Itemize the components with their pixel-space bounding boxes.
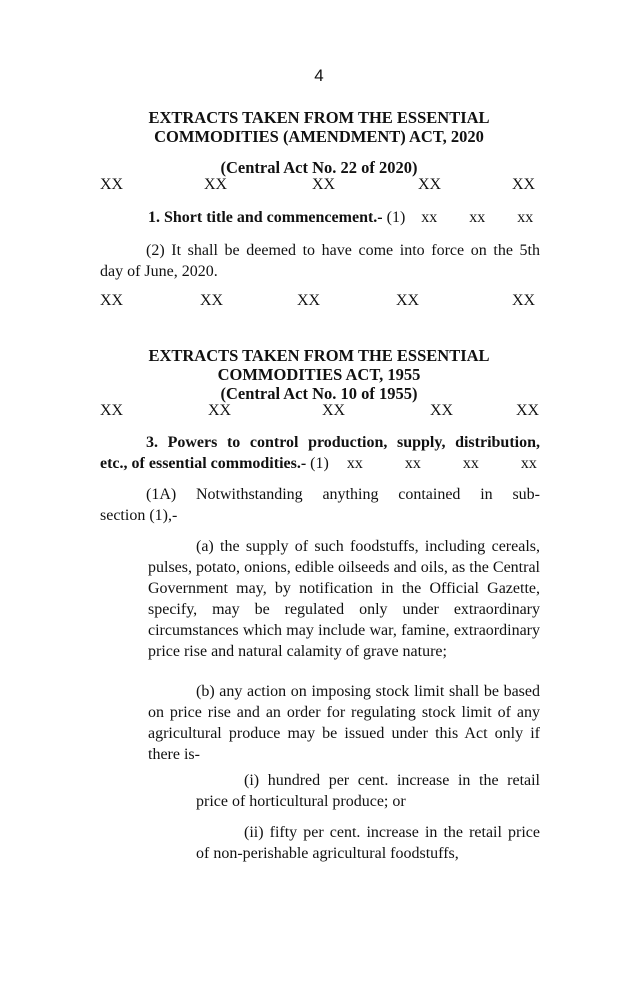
section1-subheading: (Central Act No. 22 of 2020) <box>220 158 418 177</box>
clause-2-line2: day of June, 2020. <box>100 263 218 280</box>
section2-heading-line2: COMMODITIES ACT, 1955 <box>217 365 421 384</box>
clause-1-text: (1) <box>386 209 406 226</box>
omission-mark: xx <box>517 209 534 226</box>
omission-mark: XX <box>396 292 420 309</box>
section1-heading-line2: COMMODITIES (AMENDMENT) ACT, 2020 <box>154 127 484 146</box>
clause-a: (a) the supply of such foodstuffs, including cereals, pulses, potato, onions, edible oilseeds and oils, as the Central Government may, by notification in the Official Gazette, specify, may be regulated only under extraordinary circumstances which may include war, famine, extraordinary price rise and natural calamity of grave nature; <box>148 538 540 660</box>
omission-mark: XX <box>200 292 224 309</box>
section-3-heading-tail: etc., of essential commodities.- <box>100 455 307 472</box>
omission-mark: xx <box>520 455 537 472</box>
clause-b: (b) any action on imposing stock limit shall be based on price rise and an order for regulating stock limit of any agricultural produce may be issued under this Act only if there is- <box>148 683 540 763</box>
omission-mark: XX <box>322 402 346 419</box>
omission-mark: XX <box>430 402 454 419</box>
clause-1-heading: 1. Short title and commencement.- <box>148 209 383 226</box>
omission-row <box>100 176 538 196</box>
omission-row <box>100 402 538 422</box>
section-3-text: (1) <box>310 455 329 472</box>
clause-b-i: (i) hundred per cent. increase in the retail price of horticultural produce; or <box>196 772 540 810</box>
omission-row <box>100 292 538 312</box>
section2-heading-line3: (Central Act No. 10 of 1955) <box>220 384 418 403</box>
section1-heading-line1: EXTRACTS TAKEN FROM THE ESSENTIAL <box>148 108 490 127</box>
omission-mark: xx <box>404 455 421 472</box>
omission-mark: xx <box>421 209 438 226</box>
clause-b-ii: (ii) fifty per cent. increase in the retail price of non-perishable agricultural foodstuffs, <box>196 824 540 862</box>
page-number: 4 <box>314 66 324 85</box>
omission-mark: XX <box>418 176 442 193</box>
omission-mark: XX <box>100 292 124 309</box>
omission-mark: XX <box>312 176 336 193</box>
omission-mark: XX <box>512 176 536 193</box>
subsection-1a-line2: section (1),- <box>100 507 178 524</box>
section-3-heading-line2 <box>100 453 540 474</box>
subsection-1a-line1: (1A) Notwithstanding anything contained in sub- <box>146 486 540 503</box>
omission-mark: XX <box>100 176 124 193</box>
clause-1-short-title <box>148 207 540 228</box>
omission-mark: XX <box>512 292 536 309</box>
omission-mark: XX <box>204 176 228 193</box>
omission-mark: xx <box>346 455 363 472</box>
omission-mark: xx <box>469 209 486 226</box>
omission-mark: xx <box>462 455 479 472</box>
omission-mark: XX <box>100 402 124 419</box>
section-3-heading-line1: 3. Powers to control production, supply, distribution, <box>146 434 540 451</box>
omission-mark: XX <box>297 292 321 309</box>
clause-2-line1: (2) It shall be deemed to have come into force on the 5th <box>146 242 540 259</box>
section2-heading-line1: EXTRACTS TAKEN FROM THE ESSENTIAL <box>148 346 490 365</box>
omission-mark: XX <box>516 402 540 419</box>
omission-mark: XX <box>208 402 232 419</box>
